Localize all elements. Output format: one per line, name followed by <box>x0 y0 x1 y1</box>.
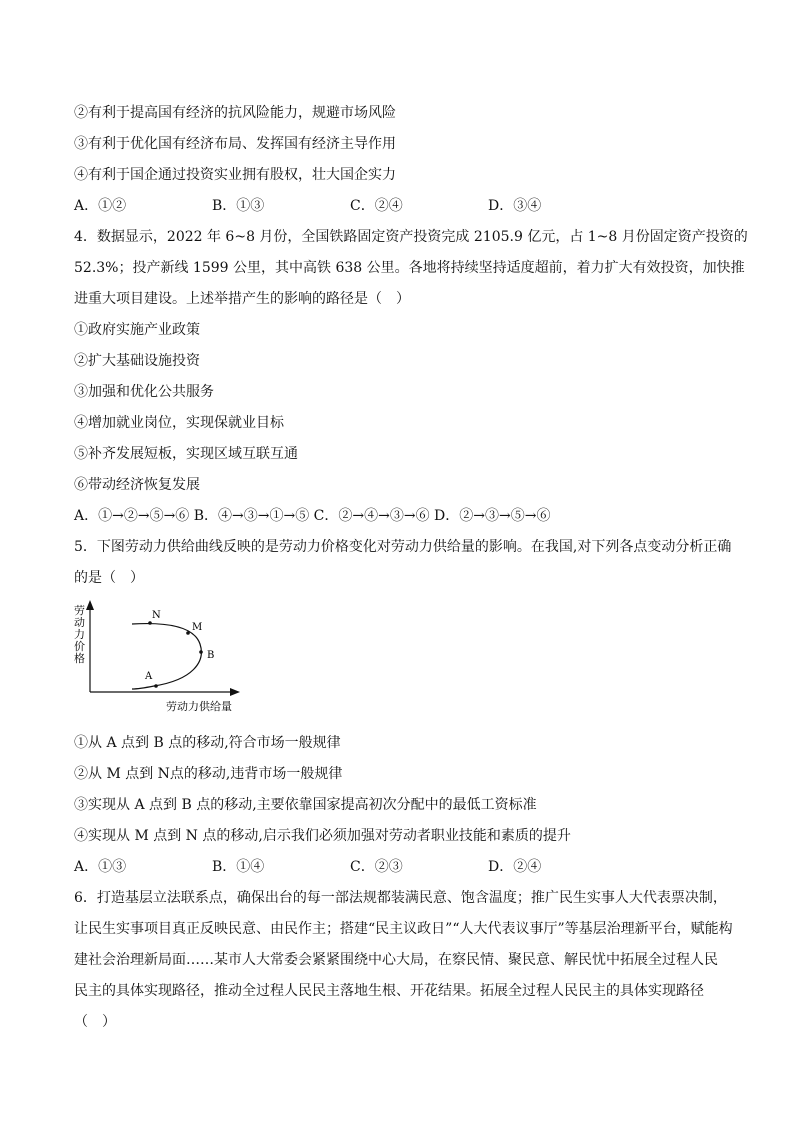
q5-option-d[interactable]: D．②④ <box>488 859 542 875</box>
point-m-label: M <box>192 622 203 633</box>
q6-stem-line-5: （ ） <box>74 1014 116 1030</box>
q3-item-3: ③有利于优化国有经济布局、发挥国有经济主导作用 <box>74 136 396 152</box>
q4-item-1: ①政府实施产业政策 <box>74 322 200 338</box>
q4-item-4: ④增加就业岗位，实现保就业目标 <box>74 415 284 431</box>
labor-supply-figure <box>74 596 724 728</box>
y-label-char-5: 格 <box>74 652 85 665</box>
point-n <box>148 621 152 625</box>
y-label-char-3: 力 <box>74 628 85 641</box>
q3-options <box>74 191 724 222</box>
q3-option-a[interactable]: A．①② <box>74 198 127 214</box>
point-m <box>186 631 190 635</box>
question-4 <box>74 222 748 532</box>
q5-option-b[interactable]: B．①④ <box>212 859 265 875</box>
q3-item-2: ②有利于提高国有经济的抗风险能力，规避市场风险 <box>74 105 396 121</box>
y-label-char-4: 价 <box>74 640 85 653</box>
point-a <box>154 684 158 688</box>
y-label-char-2: 动 <box>74 616 85 629</box>
q5-option-a[interactable]: A．①③ <box>74 859 127 875</box>
exam-page <box>74 98 748 1038</box>
labor-supply-curve-diagram <box>74 596 274 728</box>
q6-stem-line-3: 建社会治理新局面……某市人大常委会紧紧围绕中心大局，在察民情、聚民意、解民忧中拓展全过程人民 <box>74 952 718 968</box>
q4-item-3: ③加强和优化公共服务 <box>74 384 214 400</box>
y-axis-arrow-icon <box>86 600 94 610</box>
point-b-label: B <box>207 650 215 661</box>
q4-stem-line-2: 52.3%；投产新线 1599 公里，其中高铁 638 公里。各地将持续坚持适度超前，着力扩大有效投资，加快推 <box>74 260 745 276</box>
q3-remaining-items <box>74 98 724 191</box>
point-n-label: N <box>152 610 161 621</box>
q3-option-c[interactable]: C．②④ <box>350 198 403 214</box>
q5-option-c[interactable]: C．②③ <box>350 859 403 875</box>
x-axis-label: 劳动力供给量 <box>166 700 232 713</box>
q4-stem-line-3: 进重大项目建设。上述举措产生的影响的路径是（ ） <box>74 291 410 307</box>
q5-stem-line-2: 的是（ ） <box>74 570 144 586</box>
q5-item-4: ④实现从 M 点到 N 点的移动,启示我们必须加强对劳动者职业技能和素质的提升 <box>74 828 571 844</box>
q5-item-2: ②从 M 点到 N点的移动,违背市场一般规律 <box>74 766 343 782</box>
q5-options <box>74 852 724 883</box>
y-label-char-1: 劳 <box>74 604 85 617</box>
supply-curve <box>132 624 201 689</box>
q4-item-6: ⑥带动经济恢复发展 <box>74 477 200 493</box>
q4-options[interactable]: A．①→②→⑤→⑥ B．④→③→①→⑤ C．②→④→③→⑥ D．②→③→⑤→⑥ <box>74 508 551 524</box>
q6-stem-line-4: 民主的具体实现路径，推动全过程人民民主落地生根、开花结果。拓展全过程人民民主的具体实现路径 <box>74 983 704 999</box>
point-a-label: A <box>145 671 153 682</box>
q4-item-5: ⑤补齐发展短板，实现区域互联互通 <box>74 446 298 462</box>
q5-stem-line-1: 5．下图劳动力供给曲线反映的是劳动力价格变化对劳动力供给量的影响。在我国,对下列各点变动分析正确 <box>74 539 732 555</box>
q3-item-4: ④有利于国企通过投资实业拥有股权，壮大国企实力 <box>74 167 396 183</box>
q4-stem-line-1: 4．数据显示，2022 年 6~8 月份，全国铁路固定资产投资完成 2105.9 亿元，占 1~8 月份固定资产投资的 <box>74 229 748 245</box>
q3-option-b[interactable]: B．①③ <box>212 198 265 214</box>
q6-stem-line-1: 6．打造基层立法联系点，确保出台的每一部法规都装满民意、饱含温度；推广民生实事人大代表票决制， <box>74 890 727 906</box>
question-5 <box>74 532 732 883</box>
point-b <box>199 650 203 654</box>
q4-item-2: ②扩大基础设施投资 <box>74 353 200 369</box>
x-axis-arrow-icon <box>230 688 240 696</box>
q5-item-1: ①从 A 点到 B 点的移动,符合市场一般规律 <box>74 735 341 751</box>
q6-stem-line-2: 让民生实事项目真正反映民意、由民作主；搭建“民主议政日”“人大代表议事厅”等基层治理新平台，赋能构 <box>74 921 733 937</box>
question-6 <box>74 883 733 1038</box>
q3-option-d[interactable]: D．③④ <box>488 198 542 214</box>
q5-item-3: ③实现从 A 点到 B 点的移动,主要依靠国家提高初次分配中的最低工资标准 <box>74 797 537 813</box>
